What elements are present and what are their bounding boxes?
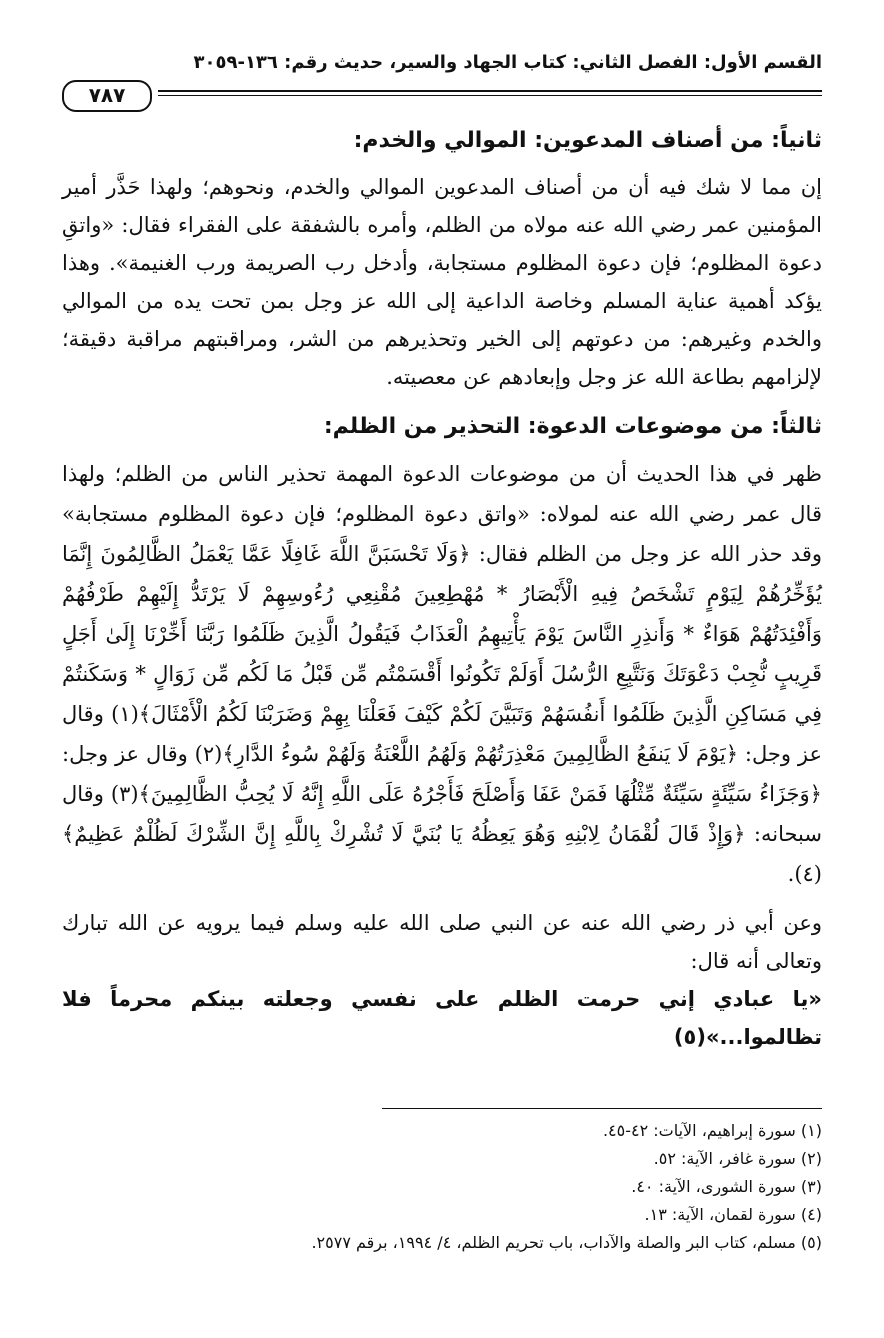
footnotes — [62, 1108, 822, 1257]
paragraph-zulm: ظهر في هذا الحديث أن من موضوعات الدعوة المهمة تحذير الناس من الظلم؛ ولهذا قال عمر رضي الله عنه لمولاه: «واتق دعوة المظلوم؛ فإن دعوة المظلوم مستجابة» وقد حذر الله عز وجل من الظلم فقال: ﴿وَلَا تَحْسَبَنَّ اللَّهَ غَافِلًا عَمَّا يَعْمَلُ الظَّالِمُونَ إِنَّمَا يُؤَخِّرُهُمْ لِيَوْمٍ تَشْخَصُ فِيهِ الْأَبْصَارُ * مُهْطِعِينَ مُقْنِعِي رُءُوسِهِمْ لَا يَرْتَدُّ إِلَيْهِمْ طَرْفُهُمْ وَأَفْئِدَتُهُمْ هَوَاءٌ * وَأَنذِرِ النَّاسَ يَوْمَ يَأْتِيهِمُ الْعَذَابُ فَيَقُولُ الَّذِينَ ظَلَمُوا رَبَّنَا أَخِّرْنَا إِلَىٰ أَجَلٍ قَرِيبٍ نُّجِبْ دَعْوَتَكَ وَنَتَّبِعِ الرُّسُلَ أَوَلَمْ تَكُونُوا أَقْسَمْتُم مِّن قَبْلُ مَا لَكُم مِّن زَوَالٍ * وَسَكَنتُمْ فِي مَسَاكِنِ الَّذِينَ ظَلَمُوا أَنفُسَهُمْ وَتَبَيَّنَ لَكُمْ كَيْفَ فَعَلْنَا بِهِمْ وَضَرَبْنَا لَكُمُ الْأَمْثَالَ﴾(١) وقال عز وجل: ﴿يَوْمَ لَا يَنفَعُ الظَّالِمِينَ مَعْذِرَتُهُمْ وَلَهُمُ اللَّعْنَةُ وَلَهُمْ سُوءُ الدَّارِ﴾(٢) وقال عز وجل: ﴿وَجَزَاءُ سَيِّئَةٍ سَيِّئَةٌ مِّثْلُهَا فَمَنْ عَفَا وَأَصْلَحَ فَأَجْرُهُ عَلَى اللَّهِ إِنَّهُ لَا يُحِبُّ الظَّالِمِينَ﴾(٣) وقال سبحانه: ﴿وَإِذْ قَالَ لُقْمَانُ لِابْنِهِ وَهُوَ يَعِظُهُ يَا بُنَيَّ لَا تُشْرِكْ بِاللَّهِ إِنَّ الشِّرْكَ لَظُلْمٌ عَظِيمٌ﴾(٤). — [62, 462, 822, 886]
paragraph-mawali: إن مما لا شك فيه أن من أصناف المدعوين الموالي والخدم، ونحوهم؛ ولهذا حَذَّر أمير المؤمنين عمر رضي الله عنه مولاه من الظلم، وأمره بالشفقة على الفقراء فقال: «واتقِ دعوة المظلوم؛ فإن دعوة المظلوم مستجابة، وأدخل رب الصريمة ورب الغنيمة». وهذا يؤكد أهمية عناية المسلم وخاصة الداعية إلى الله عز وجل بمن تحت يده من الموالي والخدم وغيرهم: من دعوتهم إلى الخير وتحذيرهم من الشر، ومراقبتهم مراقبة دقيقة؛ لإلزامهم بطاعة الله عز وجل وإبعادهم عن معصيته. — [62, 175, 822, 389]
section-heading-zulm: ثالثاً: من موضوعات الدعوة: التحذير من الظلم: — [323, 414, 822, 439]
footnote-5: (٥) مسلم، كتاب البر والصلة والآداب، باب تحريم الظلم، ٤/ ١٩٩٤، برقم ٢٥٧٧. — [311, 1233, 822, 1252]
footnote-4: (٤) سورة لقمان، الآية: ١٣. — [644, 1205, 822, 1224]
footnote-2: (٢) سورة غافر، الآية: ٥٢. — [653, 1149, 822, 1168]
footnote-3: (٣) سورة الشورى، الآية: ٤٠. — [631, 1177, 822, 1196]
section-heading-mawali: ثانياً: من أصناف المدعوين: الموالي والخدم: — [353, 128, 822, 153]
hadith-intro: وعن أبي ذر رضي الله عنه عن النبي صلى الله عليه وسلم فيما يرويه عن الله تبارك وتعالى أنه قال: — [62, 911, 822, 973]
header-divider — [158, 90, 822, 96]
footnote-divider — [382, 1108, 822, 1109]
hadith-quote: «يا عبادي إني حرمت الظلم على نفسي وجعلته بينكم محرماً فلا تظالموا...»(٥) — [62, 987, 822, 1049]
spacer — [62, 894, 822, 904]
page-number: ٧٨٧ — [62, 80, 152, 112]
footnote-1: (١) سورة إبراهيم، الآيات: ٤٢-٤٥. — [602, 1121, 822, 1140]
running-header: القسم الأول: الفصل الثاني: كتاب الجهاد والسير، حديث رقم: ١٣٦-٣٠٥٩ — [193, 52, 822, 73]
header-rule-row — [62, 80, 822, 110]
